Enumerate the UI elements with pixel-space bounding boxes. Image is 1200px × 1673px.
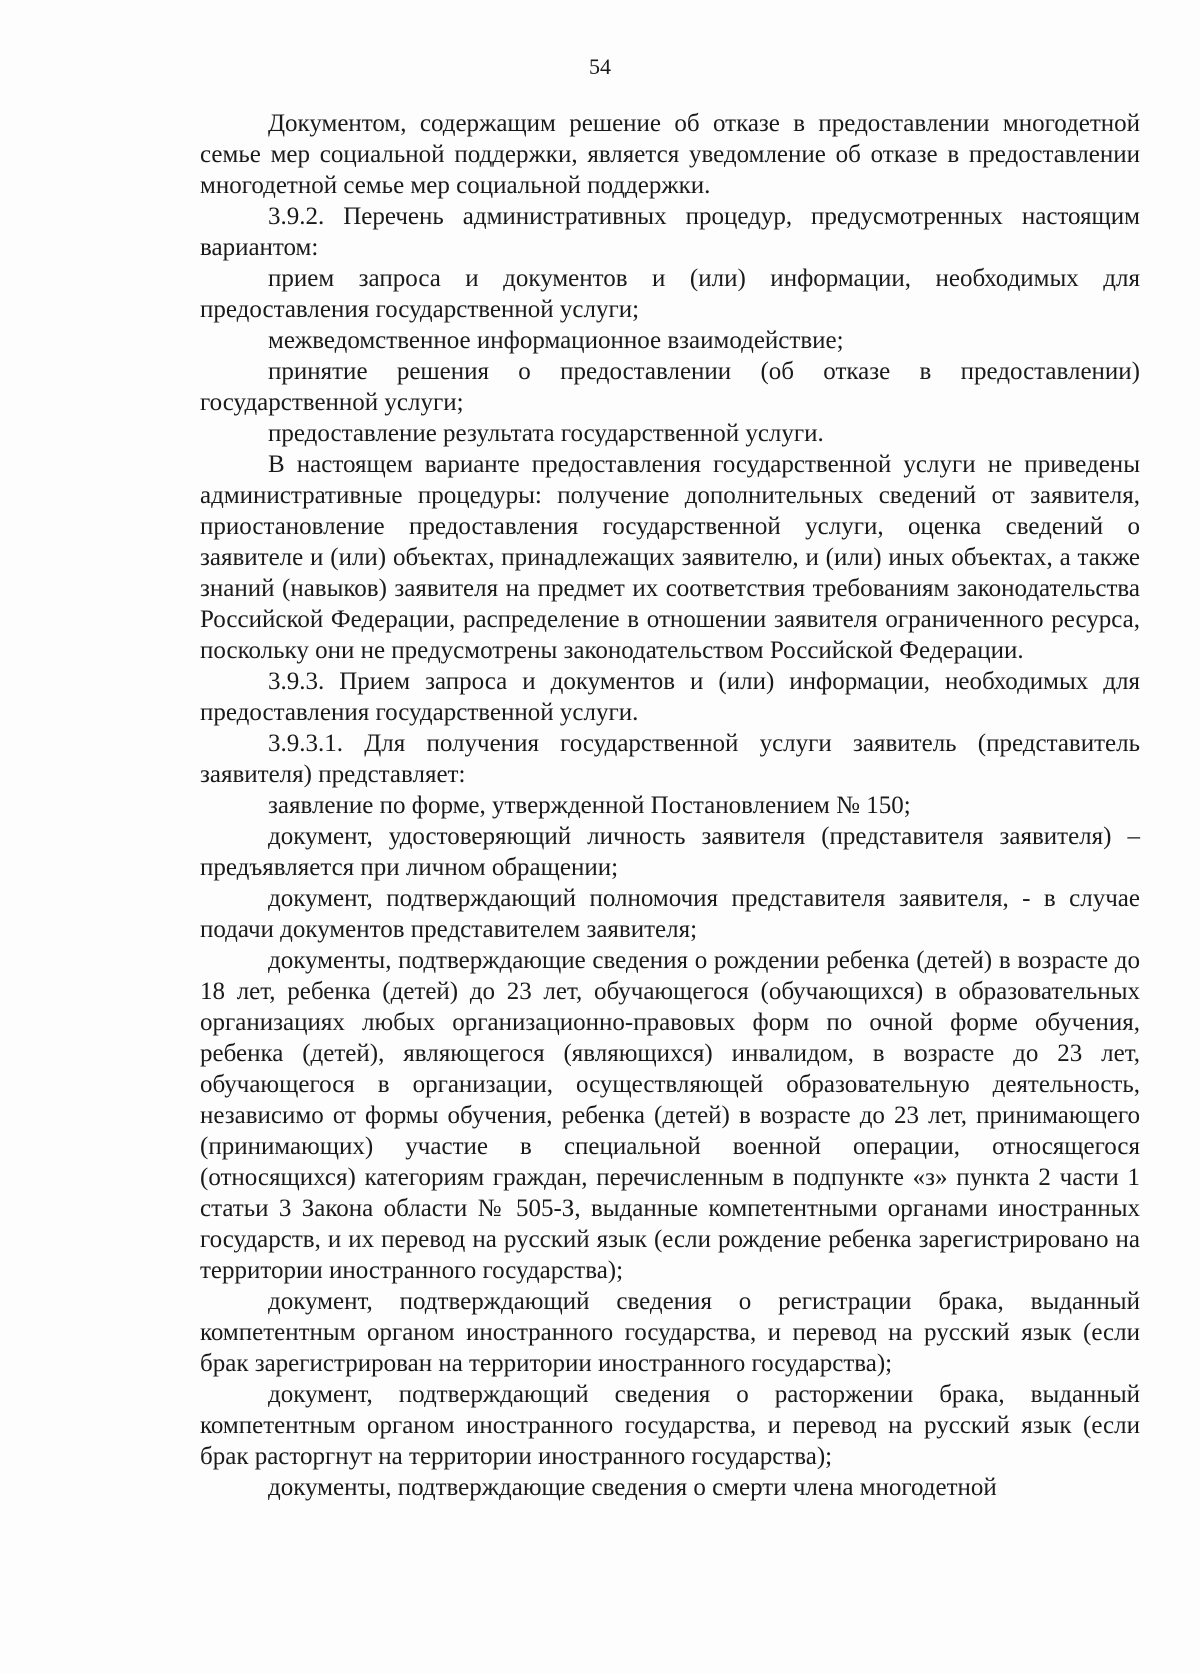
- paragraph-marriage-document: документ, подтверждающий сведения о регистрации брака, выданный компетентным органом иностранного государства, и перевод на русский язык (если брак зарегистрирован на территории иностранного государства);: [200, 1288, 1140, 1377]
- paragraph-procedure-intake: прием запроса и документов и (или) информации, необходимых для предоставления государственной услуги;: [200, 265, 1140, 323]
- paragraph-death-documents: документы, подтверждающие сведения о смерти члена многодетной: [268, 1474, 997, 1501]
- paragraph-divorce-document: документ, подтверждающий сведения о расторжении брака, выданный компетентным органом иностранного государства, и перевод на русский язык (если брак расторгнут на территории иностранного государства);: [200, 1381, 1140, 1470]
- paragraph-procedure-decision: принятие решения о предоставлении (об отказе в предоставлении) государственной услуги;: [200, 358, 1140, 416]
- paragraph-refusal-notice: Документом, содержащим решение об отказе в предоставлении многодетной семье мер социальной поддержки, является уведомление об отказе в предоставлении многодетной семье мер социальной поддержки.: [200, 110, 1140, 199]
- paragraph-authority-document: документ, подтверждающий полномочия представителя заявителя, - в случае подачи документов представителем заявителя;: [200, 885, 1140, 943]
- paragraph-3-9-3-1: 3.9.3.1. Для получения государственной услуги заявитель (представитель заявителя) представляет:: [200, 730, 1140, 788]
- paragraph-identity-document: документ, удостоверяющий личность заявителя (представителя заявителя) – предъявляется при личном обращении;: [200, 823, 1140, 881]
- paragraph-3-9-2-heading: 3.9.2. Перечень административных процедур, предусмотренных настоящим вариантом:: [200, 203, 1140, 261]
- paragraph-3-9-3: 3.9.3. Прием запроса и документов и (или) информации, необходимых для предоставления государственной услуги.: [200, 668, 1140, 726]
- paragraph-application-form: заявление по форме, утвержденной Постановлением № 150;: [268, 792, 911, 819]
- paragraph-birth-documents: документы, подтверждающие сведения о рождении ребенка (детей) в возрасте до 18 лет, ребенка (детей) до 23 лет, обучающегося (обучающихся) в образовательных организациях любых организационно-правовых форм по очной форме обучения, ребенка (детей), являющегося (являющихся) инвалидом, в возрасте до 23 лет, обучающегося в организации, осуществляющей образовательную деятельность, независимо от формы обучения, ребенка (детей) в возрасте до 23 лет, принимающего (принимающих) участие в специальной военной операции, относящегося (относящихся) категориям граждан, перечисленным в подпункте «з» пункта 2 части 1 статьи 3 Закона области № 505-З, выданные компетентными органами иностранных государств, и их перевод на русский язык (если рождение ребенка зарегистрировано на территории иностранного государства);: [200, 947, 1140, 1284]
- paragraph-excluded-procedures: В настоящем варианте предоставления государственной услуги не приведены административные процедуры: получение дополнительных сведений от заявителя, приостановление предоставления государственной услуги, оценка сведений о заявителе и (или) объектах, принадлежащих заявителю, и (или) иных объектах, а также знаний (навыков) заявителя на предмет их соответствия требованиям законодательства Российской Федерации, распределение в отношении заявителя ограниченного ресурса, поскольку они не предусмотрены законодательством Российской Федерации.: [200, 451, 1140, 664]
- page-number: 54: [589, 54, 611, 79]
- document-body: [200, 108, 1140, 1503]
- paragraph-procedure-result: предоставление результата государственной услуги.: [268, 420, 824, 447]
- paragraph-procedure-interagency: межведомственное информационное взаимодействие;: [268, 327, 844, 354]
